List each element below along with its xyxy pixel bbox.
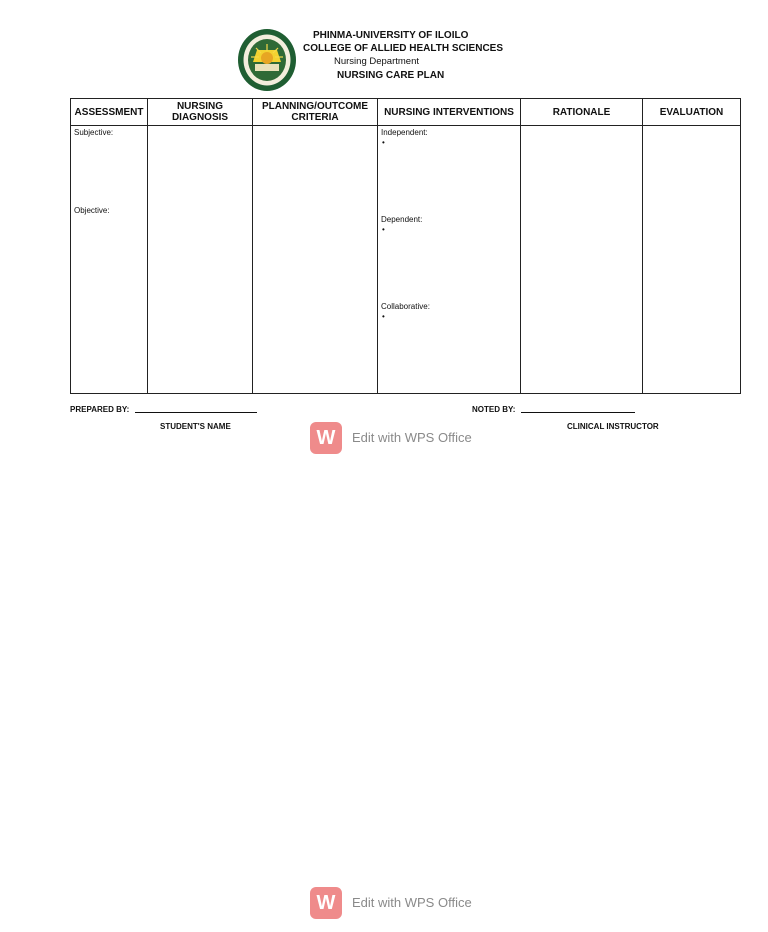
wps-logo-icon: W [310, 887, 342, 919]
interventions-cell[interactable] [378, 126, 521, 394]
assessment-cell[interactable] [71, 126, 148, 394]
dependent-label: Dependent: [381, 215, 423, 224]
col-interventions-header: NURSING INTERVENTIONS [378, 99, 521, 126]
department-name: Nursing Department [334, 56, 420, 67]
evaluation-cell[interactable] [643, 126, 741, 394]
col-assessment-header: ASSESSMENT [71, 99, 148, 126]
independent-label: Independent: [381, 128, 428, 137]
nursing-care-plan-table [70, 98, 741, 394]
col-planning-header: PLANNING/OUTCOME CRITERIA [253, 99, 378, 126]
subjective-label: Subjective: [74, 128, 114, 137]
form-title: NURSING CARE PLAN [337, 70, 445, 81]
collaborative-label: Collaborative: [381, 302, 430, 311]
edit-with-wps-button-bottom[interactable] [310, 887, 470, 921]
wps-label: Edit with WPS Office [352, 895, 472, 910]
college-name: COLLEGE OF ALLIED HEALTH SCIENCES [303, 43, 504, 54]
objective-label: Objective: [74, 206, 110, 215]
bullet: • [382, 138, 385, 147]
university-name: PHINMA-UNIVERSITY OF ILOILO [313, 30, 469, 41]
rationale-cell[interactable] [521, 126, 643, 394]
table-header-row [71, 99, 741, 126]
university-seal-logo [237, 28, 297, 92]
wps-label: Edit with WPS Office [352, 430, 472, 445]
col-rationale-header: RATIONALE [521, 99, 643, 126]
planning-cell[interactable] [253, 126, 378, 394]
edit-with-wps-button[interactable] [310, 422, 470, 456]
noted-by-label: NOTED BY: [472, 405, 516, 414]
bullet: • [382, 225, 385, 234]
students-name-label: STUDENT'S NAME [160, 422, 231, 431]
bullet: • [382, 312, 385, 321]
noted-by-signature-line[interactable] [521, 412, 635, 413]
col-evaluation-header: EVALUATION [643, 99, 741, 126]
nursing-diagnosis-cell[interactable] [148, 126, 253, 394]
prepared-by-label: PREPARED BY: [70, 405, 130, 414]
col-nursing-diagnosis-header: NURSING DIAGNOSIS [148, 99, 253, 126]
wps-logo-icon: W [310, 422, 342, 454]
table-body-row [71, 126, 741, 394]
prepared-by-signature-line[interactable] [135, 412, 257, 413]
clinical-instructor-label: CLINICAL INSTRUCTOR [567, 422, 659, 431]
